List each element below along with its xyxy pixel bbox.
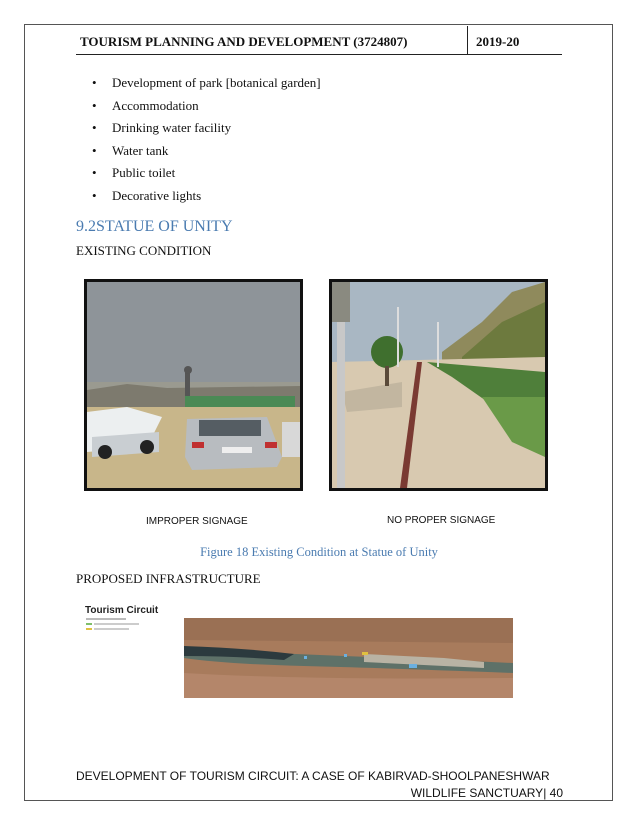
- footer-line-1: DEVELOPMENT OF TOURISM CIRCUIT: A CASE OF KABIRVAD-SHOOLPANESHWAR: [76, 769, 550, 783]
- bullet-icon: •: [92, 165, 97, 181]
- page-footer: [76, 768, 563, 802]
- existing-condition-heading: EXISTING CONDITION: [76, 243, 212, 258]
- photo-improper-signage: [84, 279, 303, 491]
- caption-no-proper-signage: NO PROPER SIGNAGE: [387, 515, 496, 526]
- header-title: TOURISM PLANNING AND DEVELOPMENT (3724807): [80, 34, 408, 49]
- list-item: • Development of park [botanical garden]: [92, 75, 321, 90]
- proposed-infrastructure-heading: PROPOSED INFRASTRUCTURE: [76, 571, 261, 586]
- list-item: • Accommodation: [92, 97, 199, 113]
- promenade-photo: [332, 282, 545, 488]
- footer-line-2: WILDLIFE SANCTUARY| 40: [410, 786, 563, 800]
- bullet-icon: •: [92, 75, 97, 90]
- map-legend-title: Tourism Circuit: [85, 605, 159, 616]
- list-item: • Water tank: [92, 142, 169, 158]
- list-item: • Decorative lights: [92, 187, 202, 203]
- bullet-icon: •: [92, 97, 97, 113]
- figure-caption: Figure 18 Existing Condition at Statue of Unity: [200, 545, 438, 559]
- page-header: [76, 34, 562, 55]
- parking-lot-photo: [87, 282, 300, 488]
- satellite-map: [184, 618, 513, 698]
- map-legend: [84, 604, 184, 634]
- legend-swatches: [84, 604, 184, 634]
- satellite-map-image: [184, 618, 513, 698]
- caption-improper-signage: IMPROPER SIGNAGE: [146, 516, 248, 527]
- header-year: 2019-20: [476, 34, 520, 49]
- list-item: • Drinking water facility: [92, 120, 232, 136]
- photo-no-proper-signage: [329, 279, 548, 491]
- bullet-icon: •: [92, 142, 97, 158]
- list-item: • Public toilet: [92, 165, 176, 181]
- header-divider: [467, 26, 468, 54]
- section-title: STATUE OF UNITY: [96, 218, 233, 235]
- bullet-list: [94, 75, 321, 211]
- bullet-icon: •: [92, 120, 97, 136]
- section-number: 9.2: [76, 218, 96, 235]
- section-heading: [76, 218, 233, 236]
- bullet-icon: •: [92, 187, 97, 203]
